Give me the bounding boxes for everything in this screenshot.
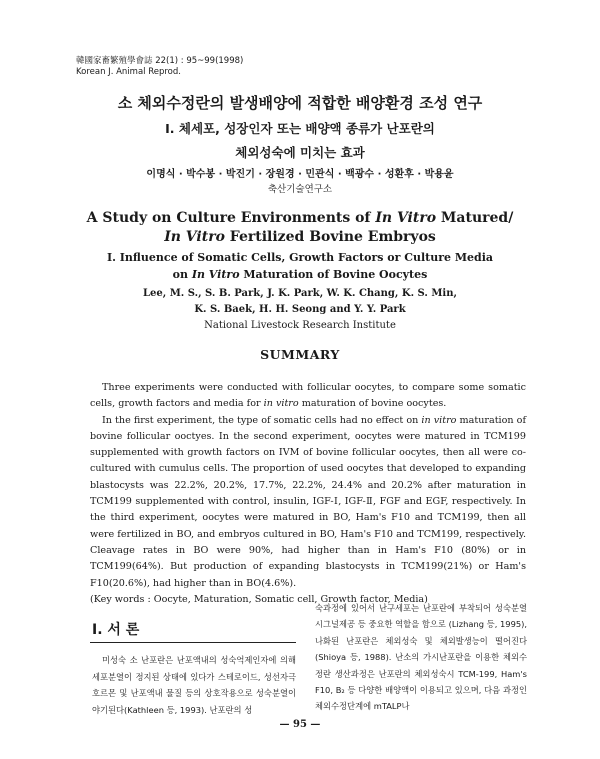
korean-institute: 축산기술연구소 bbox=[267, 184, 333, 195]
korean-subtitle-line2: 체외성숙에 미치는 효과 bbox=[235, 145, 365, 160]
summary-heading: SUMMARY bbox=[260, 347, 340, 362]
korean-title: 소 체외수정란의 발생배양에 적합한 배양환경 조성 연구 bbox=[117, 94, 483, 112]
english-authors: Lee, M. S., S. B. Park, J. K. Park, W. K. Chang, K. S. Min, K. S. Baek, H. H. Seong and Y. Y. Park bbox=[143, 288, 457, 315]
intro-right-column bbox=[315, 600, 527, 715]
intro-right-text: 숙과정에 있어서 난구세포는 난포란에 부착되어 성숙분열시그널제공 등 중요한 역할을 함으로 (Lizhang 등, 1995), 나화된 난포란은 체외성숙 및 체외발생능이 떨어진다(Shioya 등, 1988). 난소의 가시난포란을 이용한 체외수정란 생산과정은 난포란의 체외성숙시 TCM-199, Ham's F10, B₂ 등 다양한 배양액이 이용되고 있으며, 다음 과정인 체외수정단계에 mTALP나 bbox=[315, 603, 527, 712]
summary-paragraph-1: Three experiments were conducted with follicular oocytes, to compare some somatic cells, growth factors and media for in vitro maturation of bovine oocytes. bbox=[90, 382, 526, 410]
introduction-heading: Ⅰ. 서 론 bbox=[92, 622, 140, 638]
keywords: (Key words : Oocyte, Maturation, Somatic cell, Growth factor, Media) bbox=[90, 593, 428, 605]
journal-english-name: Korean J. Animal Reprod. bbox=[76, 67, 181, 77]
intro-left-text: 미성숙 소 난포란은 난포액내의 성숙억제인자에 의해 세포분열이 정지된 상태에 있다가 스테로이드, 성선자극호르몬 및 난포액내 물질 등의 상호작용으로 성숙분열이 야기된다(Kathleen 등, 1993). 난포란의 성 bbox=[92, 655, 296, 715]
page-number: — 95 — bbox=[279, 719, 321, 730]
journal-header bbox=[76, 56, 243, 78]
journal-citation: 韓國家畜繁殖學會誌 22(1) : 95~99(1998) bbox=[76, 56, 244, 66]
korean-authors: 이명식 · 박수봉 · 박진기 · 장원경 · 민관식 · 백광수 · 성환후 · 박용윤 bbox=[146, 169, 454, 180]
english-title: A Study on Culture Environments of In Vitro Matured/ In Vitro Fertilized Bovine Embryos bbox=[86, 210, 514, 245]
korean-subtitle-line1: Ⅰ. 체세포, 성장인자 또는 배양액 종류가 난포란의 bbox=[165, 121, 435, 136]
summary-paragraph-2: In the first experiment, the type of somatic cells had no effect on in vitro maturation of bovine follicular ooctyes. In the second experiment, oocytes were matured in TCM199 supplemented with growth factors on IVM of bovine follicular oocytes, then all were co-cultured with cumulus cells. The proportion of used oocytes that developed to expanding blastocysts was 22.2%, 20.2%, 17.7%, 22.2%, 24.4% and 20.2% after maturation in TCM199 supplemented with control, insulin, IGF-Ⅰ, IGF-Ⅱ, FGF and EGF, respectively. In the third experiment, oocytes were matured in BO, Ham's F10 and TCM199, then all were fertilized in BO, and embryos cultured in BO, Ham's F10 and TCM199, respectively. Cleavage rates in BO were 90%, had higher than in Ham's F10 (80%) or in TCM199(64%). But production of expanding blastocysts in TCM199(21%) or Ham's F10(20.6%), had higher than in BO(4.6%). bbox=[90, 414, 526, 589]
summary-body bbox=[90, 380, 526, 608]
english-subtitle: Ⅰ. Influence of Somatic Cells, Growth Factors or Culture Media on In Vitro Maturation of Bovine Oocytes bbox=[106, 251, 494, 281]
english-institute: National Livestock Research Institute bbox=[204, 320, 396, 331]
intro-left-column bbox=[92, 652, 296, 718]
section-divider bbox=[90, 642, 296, 643]
